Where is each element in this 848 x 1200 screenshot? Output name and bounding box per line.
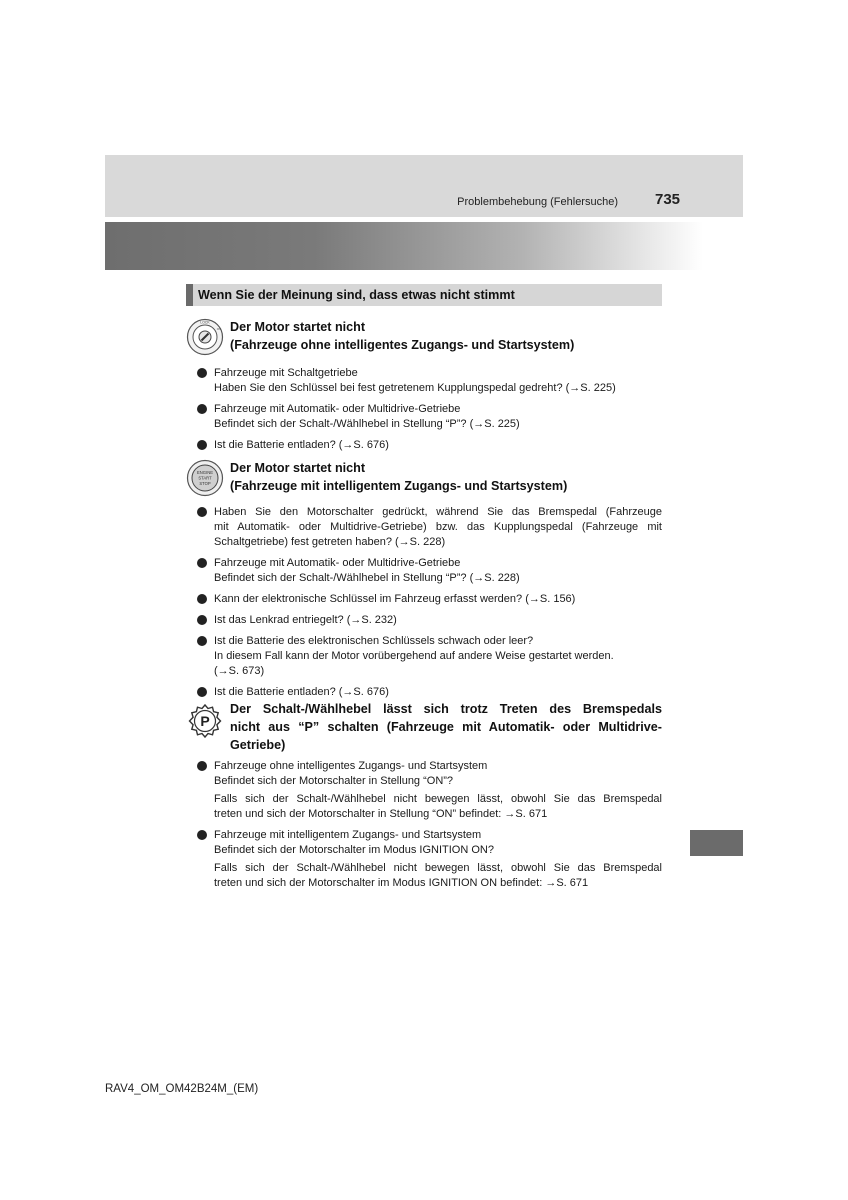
bullet-list bbox=[186, 505, 662, 700]
engine-start-stop-button-icon bbox=[186, 459, 224, 497]
entry-title: Der Schalt-/Wählhebel lässt sich trotz Treten des Bremspedals nicht aus “P” schalten (Fahrzeuge mit Automatik- oder Multidrive- Getriebe) bbox=[230, 702, 662, 752]
list-item: Ist das Lenkrad entriegelt? (→S. 232) bbox=[186, 613, 662, 628]
bullet-icon bbox=[197, 507, 207, 517]
svg-text:STOP: STOP bbox=[199, 481, 211, 486]
list-item: Ist die Batterie entladen? (→S. 676) bbox=[186, 438, 662, 453]
bullet-icon bbox=[197, 687, 207, 697]
svg-text:ON: ON bbox=[216, 327, 222, 331]
header-band bbox=[105, 155, 743, 217]
bullet-icon bbox=[197, 615, 207, 625]
bullet-icon bbox=[197, 594, 207, 604]
list-item: Kann der elektronische Schlüssel im Fahrzeug erfasst werden? (→S. 156) bbox=[186, 592, 662, 607]
entry-engine-no-start-with-smart-key bbox=[186, 459, 662, 706]
bullet-icon bbox=[197, 404, 207, 414]
entry-title: Der Motor startet nicht (Fahrzeuge mit intelligentem Zugangs- und Startsystem) bbox=[230, 461, 568, 493]
chapter-side-tab bbox=[690, 830, 743, 856]
list-item: Fahrzeuge mit Automatik- oder Multidrive-Getriebe Befindet sich der Schalt-/Wählhebel in Stellung “P”? (→S. 225) bbox=[186, 402, 662, 432]
section-heading: Wenn Sie der Meinung sind, dass etwas nicht stimmt bbox=[186, 284, 662, 306]
entry-engine-no-start-without-smart-key bbox=[186, 318, 662, 459]
bullet-icon bbox=[197, 440, 207, 450]
bullet-list bbox=[186, 759, 662, 891]
park-gear-icon bbox=[186, 702, 224, 740]
list-item: Fahrzeuge ohne intelligentes Zugangs- und Startsystem Befindet sich der Motorschalter in Stellung “ON”? Falls sich der Schalt-/Wählhebel nicht bewegen lässt, obwohl Sie das Bremspedal treten und sich der Motorschalter in Stellung “ON” befindet: →S. 671 bbox=[186, 759, 662, 822]
list-item: Fahrzeuge mit Schaltgetriebe Haben Sie den Schlüssel bei fest getretenem Kupplungspedal gedreht? (→S. 225) bbox=[186, 366, 662, 396]
svg-text:LOCK: LOCK bbox=[200, 320, 210, 325]
svg-text:P: P bbox=[200, 713, 210, 729]
bullet-icon bbox=[197, 636, 207, 646]
list-item: Ist die Batterie entladen? (→S. 676) bbox=[186, 685, 662, 700]
footer-doc-code: RAV4_OM_OM42B24M_(EM) bbox=[105, 1083, 259, 1095]
bullet-list bbox=[186, 366, 662, 453]
list-item: Ist die Batterie des elektronischen Schlüssels schwach oder leer? In diesem Fall kann der Motor vorübergehend auf andere Weise gestartet werden. (→S. 673) bbox=[186, 634, 662, 679]
bullet-icon bbox=[197, 368, 207, 378]
bullet-icon bbox=[197, 830, 207, 840]
svg-text:START: START bbox=[198, 475, 212, 481]
chapter-gradient-bar bbox=[105, 222, 703, 270]
list-item: Haben Sie den Motorschalter gedrückt, während Sie das Bremspedal (Fahrzeuge mit Automatik- oder Multidrive-Getriebe) bzw. das Kupplungspedal (Fahrzeuge mit Schaltgetriebe) fest getreten haben? (→S. 228) bbox=[186, 505, 662, 550]
bullet-icon bbox=[197, 761, 207, 771]
bullet-icon bbox=[197, 558, 207, 568]
list-item: Fahrzeuge mit Automatik- oder Multidrive-Getriebe Befindet sich der Schalt-/Wählhebel in Stellung “P”? (→S. 228) bbox=[186, 556, 662, 586]
svg-text:ENGINE: ENGINE bbox=[196, 470, 214, 475]
page-number: 735 bbox=[655, 191, 681, 208]
running-header: Problembehebung (Fehlersuche) bbox=[457, 196, 618, 208]
entry-title: Der Motor startet nicht (Fahrzeuge ohne intelligentes Zugangs- und Startsystem) bbox=[230, 320, 575, 352]
list-item: Fahrzeuge mit intelligentem Zugangs- und Startsystem Befindet sich der Motorschalter im Modus IGNITION ON? Falls sich der Schalt-/Wählhebel nicht bewegen lässt, obwohl Sie das Bremspedal treten und sich der Motorschalter im Modus IGNITION ON befindet: →S. 671 bbox=[186, 828, 662, 891]
ignition-key-switch-icon bbox=[186, 318, 224, 356]
entry-shift-lever-stuck-in-park bbox=[186, 700, 662, 897]
